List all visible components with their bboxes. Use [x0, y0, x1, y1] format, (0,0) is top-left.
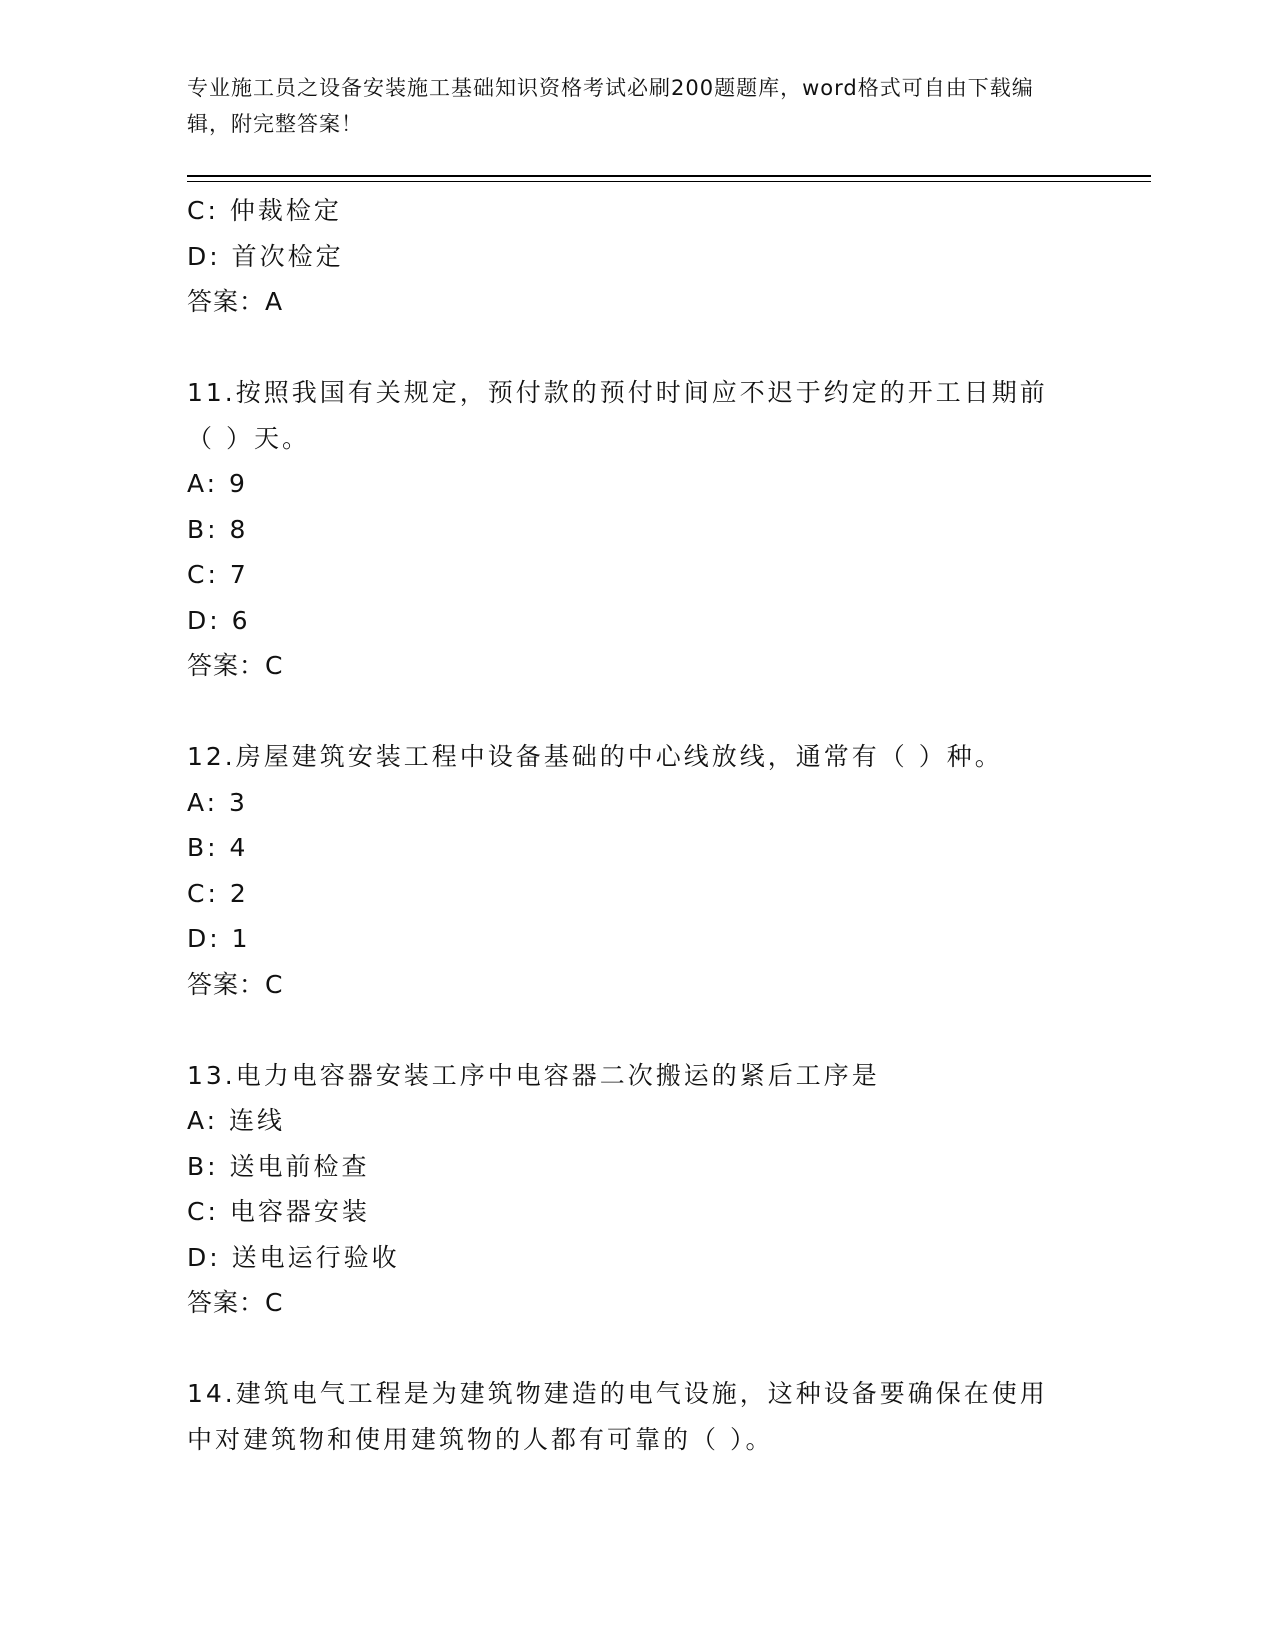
answer-value: C: [265, 969, 284, 999]
question-number: 14.: [187, 1379, 236, 1408]
option-text: 连线: [229, 1106, 286, 1135]
question-stem-continued: [187, 1417, 1087, 1463]
option-b: B: 送电前检查: [187, 1151, 370, 1181]
option-text: 送电运行验收: [231, 1242, 400, 1272]
document-header: [187, 70, 1067, 142]
answer-value: A: [265, 287, 284, 316]
question-stem: [187, 1371, 1087, 1417]
header-divider-thin: [187, 181, 1151, 182]
option-d: D: 首次检定: [187, 241, 344, 271]
option-a: A: 连线: [187, 1106, 286, 1135]
option-text: 7: [229, 560, 249, 589]
question-stem: [187, 734, 1087, 780]
option-letter: D: [187, 924, 210, 953]
question-stem: [187, 370, 1087, 416]
option-text: 8: [229, 514, 249, 544]
option-letter: C: [187, 196, 208, 225]
option-a: A: 3: [187, 787, 248, 817]
question-number: 12.: [187, 742, 236, 771]
answer-label: 答案：: [187, 1288, 266, 1317]
option-letter: A: [187, 1106, 207, 1135]
option-letter: B: [187, 514, 208, 544]
question-stem-continued: [187, 416, 1087, 462]
option-letter: C: [187, 1197, 208, 1226]
question-stem: [187, 1053, 1087, 1099]
question-11: [187, 370, 1087, 689]
option-d: D: 1: [187, 924, 251, 953]
question-13: [187, 1053, 1087, 1326]
question-text: 房屋建筑安装工程中设备基础的中心线放线，通常有（ ）种。: [235, 742, 1003, 771]
answer-value: C: [265, 651, 284, 680]
spacer: [187, 325, 1087, 371]
option-letter: D: [187, 1242, 210, 1272]
option-letter: A: [187, 787, 207, 817]
answer-label: 答案：: [187, 651, 266, 680]
option-text: 首次检定: [231, 241, 344, 271]
option-text: 9: [229, 469, 248, 498]
question-text: 电力电容器安装工序中电容器二次搬运的紧后工序是: [235, 1060, 880, 1090]
option-c: C: 仲裁检定: [187, 196, 342, 225]
option-letter: C: [187, 560, 208, 589]
question-number: 13.: [187, 1060, 236, 1090]
spacer: [187, 1007, 1087, 1053]
spacer: [187, 1326, 1087, 1372]
option-d: D: 6: [187, 605, 251, 635]
question-text: （ ）天。: [187, 423, 310, 453]
option-d: D: 送电运行验收: [187, 1242, 400, 1272]
option-text: 电容器安装: [229, 1197, 370, 1226]
answer-label: 答案：: [187, 287, 266, 316]
answer-value: C: [265, 1288, 284, 1317]
answer-line: [187, 962, 1087, 1008]
option-letter: D: [187, 605, 210, 635]
question-list: [187, 188, 1087, 1462]
header-divider-thick: [187, 175, 1151, 177]
option-b: B: 4: [187, 833, 249, 862]
question-12: [187, 734, 1087, 1007]
option-letter: C: [187, 878, 208, 908]
option-text: 2: [229, 878, 249, 908]
option-text: 1: [231, 924, 251, 953]
option-b: B: 8: [187, 514, 249, 544]
question-10-tail: [187, 188, 1087, 325]
question-text: 建筑电气工程是为建筑物建造的电气设施，这种设备要确保在使用: [235, 1379, 1048, 1408]
option-letter: B: [187, 1151, 208, 1181]
option-text: 6: [231, 605, 251, 635]
answer-line: [187, 1280, 1087, 1326]
option-letter: D: [187, 241, 210, 271]
option-letter: B: [187, 833, 208, 862]
answer-line: [187, 643, 1087, 689]
option-c: C: 电容器安装: [187, 1197, 370, 1226]
option-text: 4: [229, 833, 249, 862]
question-text: 中对建筑物和使用建筑物的人都有可靠的（ ）。: [187, 1424, 774, 1454]
option-text: 3: [229, 787, 248, 817]
question-text: 按照我国有关规定，预付款的预付时间应不迟于约定的开工日期前: [235, 378, 1048, 407]
option-text: 仲裁检定: [229, 196, 342, 225]
answer-line: [187, 279, 1087, 325]
question-number: 11.: [187, 378, 236, 407]
header-text: 专业施工员之设备安装施工基础知识资格考试必刷200题题库，word格式可自由下载编辑，附完整答案！: [187, 76, 1034, 136]
spacer: [187, 689, 1087, 735]
answer-label: 答案：: [187, 969, 266, 999]
option-text: 送电前检查: [229, 1151, 370, 1181]
question-14: [187, 1371, 1087, 1462]
option-letter: A: [187, 469, 207, 498]
option-a: A: 9: [187, 469, 248, 498]
option-c: C: 2: [187, 878, 249, 908]
option-c: C: 7: [187, 560, 249, 589]
